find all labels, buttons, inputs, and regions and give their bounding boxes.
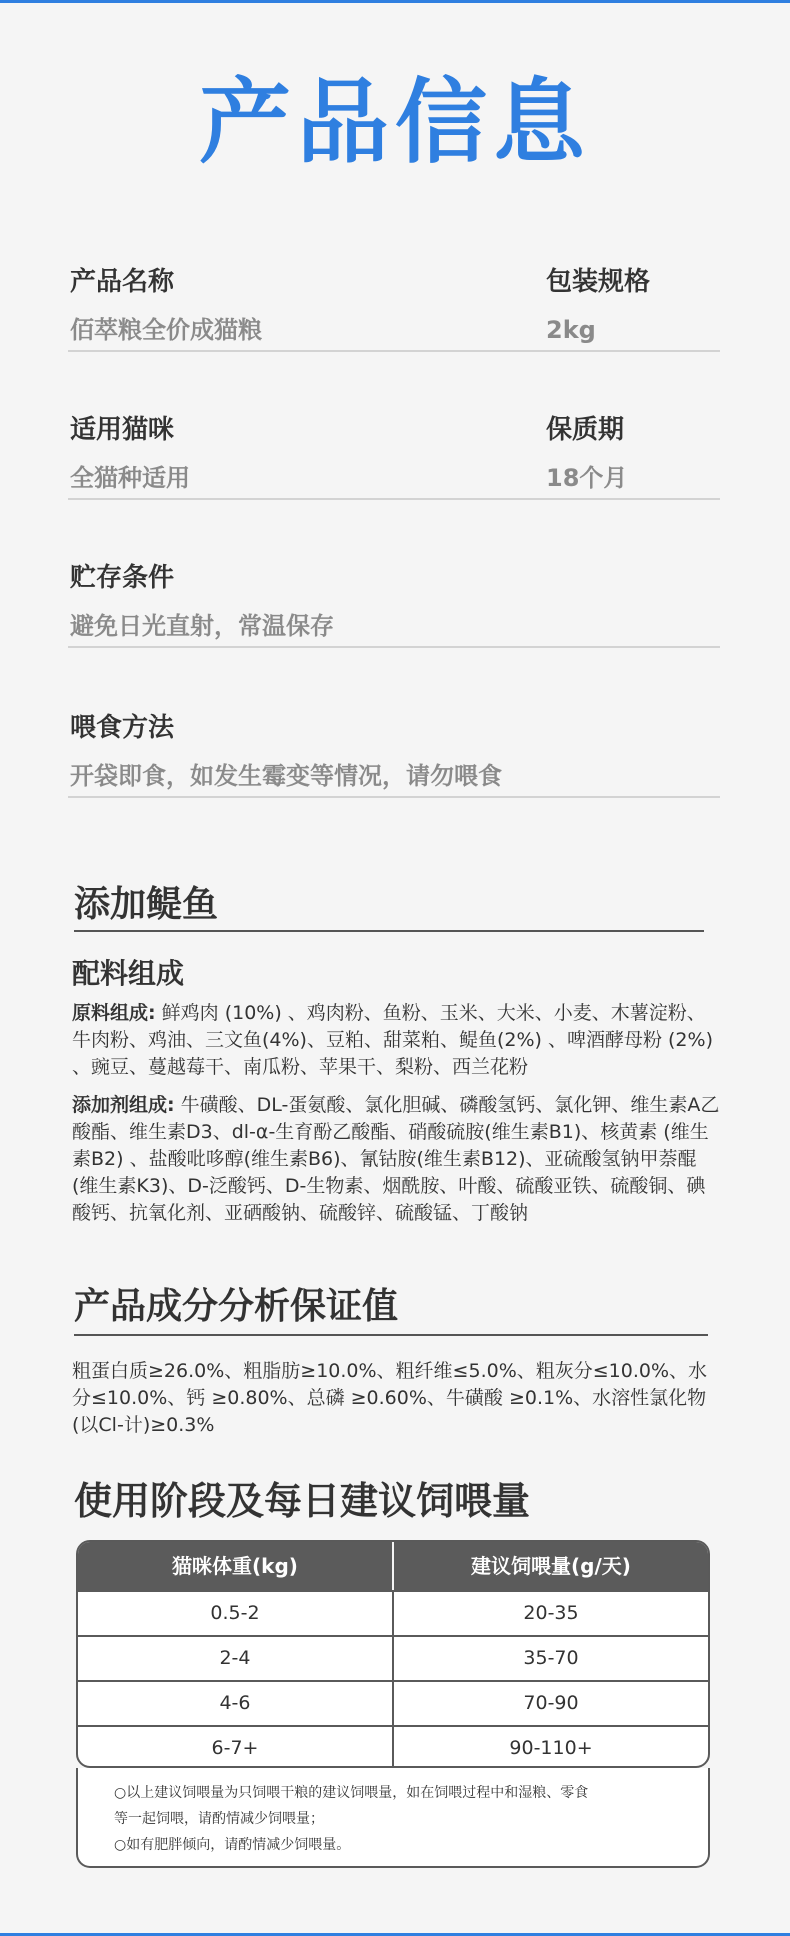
info-divider: [68, 350, 720, 352]
note-line: ○以上建议饲喂量为只饲喂干粮的建议饲喂量，如在饲喂过程中和湿粮、零食: [114, 1785, 589, 1801]
feeding-method-label: 喂食方法: [70, 713, 175, 743]
feeding-table: [76, 1540, 710, 1768]
storage-value: 避免日光直射，常温保存: [70, 612, 334, 640]
product-name-label: 产品名称: [70, 267, 175, 297]
table-row: [78, 1680, 708, 1725]
weight-column-header: 猫咪体重(kg): [78, 1542, 394, 1590]
amount-cell: 35-70: [523, 1647, 579, 1669]
info-row-name-size: [68, 262, 720, 352]
weight-cell: 6-7+: [78, 1727, 394, 1768]
amount-column-header: 建议饲喂量(g/天): [471, 1554, 631, 1578]
suitable-cats-value: 全猫种适用: [70, 464, 190, 492]
feeding-section-title: 使用阶段及每日建议饲喂量: [74, 1479, 531, 1523]
note-line: 等一起饲喂，请酌情减少饲喂量；: [114, 1811, 324, 1827]
ingredients-subtitle: 配料组成: [72, 957, 185, 990]
package-size-label: 包装规格: [546, 267, 651, 297]
package-size-value: 2kg: [546, 316, 596, 344]
info-row-cat-shelf: [68, 410, 720, 500]
info-row-storage: [68, 558, 720, 648]
suitable-cats-label: 适用猫咪: [70, 415, 175, 445]
table-row: [78, 1725, 708, 1768]
additives-lead: 添加剂组成:: [72, 1094, 175, 1116]
feeding-method-value: 开袋即食，如发生霉变等情况，请勿喂食: [70, 762, 502, 790]
info-row-feeding-method: [68, 708, 720, 798]
top-accent-line: [0, 0, 790, 3]
table-header: [78, 1542, 708, 1590]
weight-cell: 2-4: [78, 1637, 394, 1680]
info-divider: [68, 498, 720, 500]
shelf-life-value: 18个月: [546, 464, 628, 492]
additives-text: 牛磺酸、DL-蛋氨酸、氯化胆碱、磷酸氢钙、氯化钾、维生素A乙酸酯、维生素D3、dl-α-生育酚乙酸酯、硝酸硫胺(维生素B1)、核黄素 (维生素B2) 、盐酸吡哆醇(维生素B6)、氰钴胺(维生素B12)、亚硫酸氢钠甲萘醌(维生素K3)、D-泛酸钙、D-生物素、烟酰胺、叶酸、硫酸亚铁、硫酸铜、碘酸钙、抗氧化剂、亚硒酸钠、硫酸锌、硫酸锰、丁酸钠: [72, 1094, 720, 1224]
table-row: [78, 1590, 708, 1635]
info-divider: [68, 646, 720, 648]
amount-cell: 20-35: [523, 1602, 579, 1624]
table-row: [78, 1635, 708, 1680]
raw-ingredients-text: 鲜鸡肉 (10%) 、鸡肉粉、鱼粉、玉米、大米、小麦、木薯淀粉、牛肉粉、鸡油、三文鱼(4%)、豆粕、甜菜粕、鳀鱼(2%) 、啤酒酵母粉 (2%) 、豌豆、蔓越莓干、南瓜粉、苹果干、梨粉、西兰花粉: [72, 1002, 713, 1078]
amount-cell: 70-90: [523, 1692, 579, 1714]
raw-ingredients-paragraph: [72, 1000, 722, 1081]
product-name-value: 佰萃粮全价成猫粮: [70, 316, 262, 344]
section-rule: [74, 930, 704, 932]
raw-ingredients-lead: 原料组成:: [72, 1002, 156, 1024]
analysis-text: 粗蛋白质≥26.0%、粗脂肪≥10.0%、粗纤维≤5.0%、粗灰分≤10.0%、水分≤10.0%、钙 ≥0.80%、总磷 ≥0.60%、牛磺酸 ≥0.1%、水溶性氯化物(以Cl-计)≥0.3%: [72, 1360, 708, 1436]
section-rule: [74, 1334, 708, 1336]
feeding-notes: [76, 1768, 710, 1868]
additives-paragraph: [72, 1092, 722, 1227]
amount-cell: 90-110+: [509, 1737, 593, 1759]
shelf-life-label: 保质期: [546, 415, 625, 445]
anchovy-section-title: 添加鳀鱼: [74, 884, 219, 925]
page-title: 产品信息: [198, 69, 591, 176]
weight-cell: 4-6: [78, 1682, 394, 1725]
weight-cell: 0.5-2: [78, 1592, 394, 1635]
storage-label: 贮存条件: [70, 563, 175, 593]
info-divider: [68, 796, 720, 798]
note-line: ○如有肥胖倾向，请酌情减少饲喂量。: [114, 1837, 351, 1853]
analysis-section-title: 产品成分分析保证值: [74, 1286, 399, 1327]
